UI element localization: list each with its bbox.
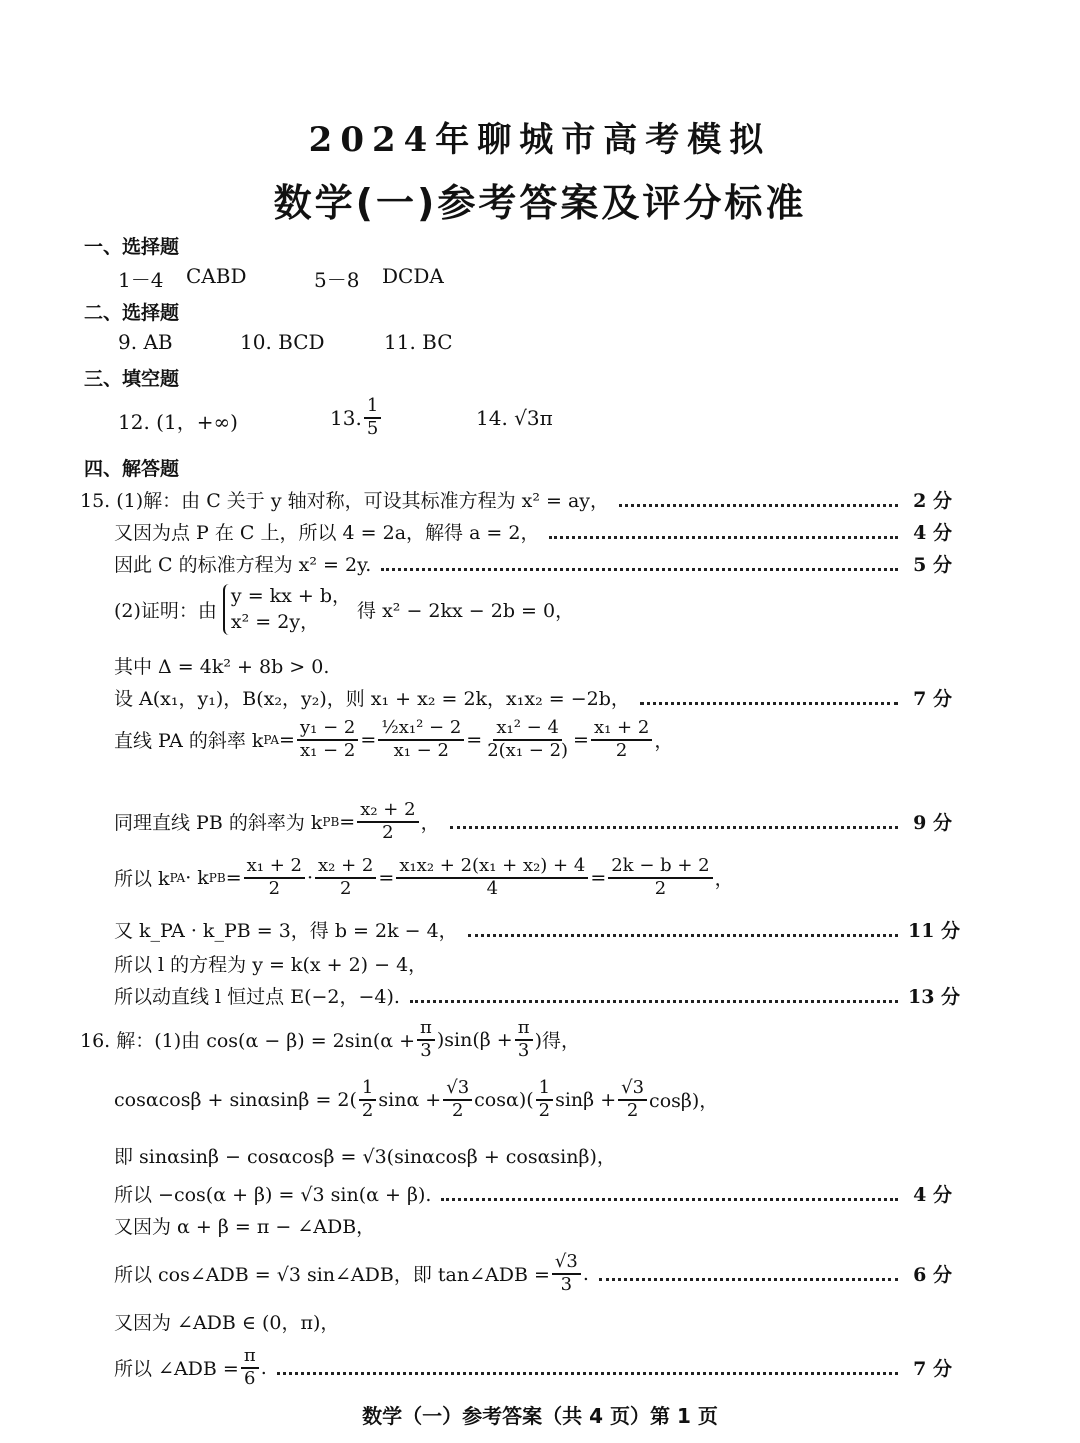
score: 13 分: [908, 986, 961, 1008]
answer-14: 14. √3π: [476, 406, 553, 430]
answer-13: [330, 396, 383, 439]
q16-line-4: 所以 −cos(α + β) = √3 sin(α + β). 4 分: [114, 1180, 952, 1207]
answer-9: 9. AB: [118, 330, 173, 354]
score: 5 分: [913, 554, 952, 576]
answer-group-values: DCDA: [382, 264, 444, 288]
q15-line-12: 所以动直线 l 恒过点 E(−2，−4). 13 分: [114, 982, 952, 1009]
q15-line-6: 设 A(x₁，y₁)，B(x₂，y₂)，则 x₁ + x₂ = 2k，x₁x₂ = −2b， 7 分: [114, 684, 952, 711]
q16-line-8: 所以 ∠ADB = $\frac{\pi}{6}$ . 7 分: [114, 1345, 952, 1389]
answer-13-prefix: 13.: [330, 405, 362, 430]
q16-line-1: 16. 解：(1)由 cos(α − β) = 2sin(α + $\frac{\pi}{3}$ )sin(β + $\frac{\pi}{3}$ )得，: [80, 1017, 580, 1061]
equation-system: y = kx + b， x² = 2y，: [223, 584, 351, 635]
document-subtitle: 数学(一)参考答案及评分标准: [273, 181, 807, 225]
fraction: $\frac{1}{5}$: [364, 396, 381, 439]
page-footer: 数学（一）参考答案（共 4 页）第 1 页: [362, 1404, 718, 1428]
answer-group-values: CABD: [186, 264, 247, 288]
q15-line-3: 因此 C 的标准方程为 x² = 2y. 5 分: [114, 550, 952, 577]
q16-line-6: 所以 cos∠ADB = √3 sin∠ADB，即 tan∠ADB = $\frac{√3}{3}$ . 6 分: [114, 1251, 952, 1295]
answer-11: 11. BC: [384, 330, 453, 354]
section-heading-multichoice: 二、选择题: [84, 302, 180, 324]
q15-product: 所以 k PA · k PB = $\frac{\text{x₁ + 2}}{2}$ · $\frac{\text{x₂ + 2}}{2}$ = $\frac{\text{x₁x₂ + 2(x₁ + x₂) + 4}}{4}$ = $\frac{2k - b + 2}{2}$ ，: [114, 855, 734, 899]
answer-group-label: 5－8: [314, 268, 360, 292]
section-heading-choice: 一、选择题: [84, 236, 180, 258]
score: 4 分: [913, 1184, 952, 1206]
answer-10: 10. BCD: [240, 330, 325, 354]
q16-line-3: 即 sinαsinβ − cosαcosβ = √3(sinαcosβ + cosαsinβ)，: [114, 1146, 616, 1168]
q16-line-5: 又因为 α + β = π − ∠ADB，: [114, 1216, 376, 1238]
score: 7 分: [913, 1358, 952, 1381]
score: 9 分: [913, 812, 952, 835]
q15-line-2: 又因为点 P 在 C 上，所以 4 = 2a，解得 a = 2， 4 分: [114, 518, 952, 545]
answer-12: 12. (1，+∞): [118, 410, 238, 434]
score: 11 分: [908, 920, 961, 942]
q15-line-1: 15. (1)解：由 C 关于 y 轴对称，可设其标准方程为 x² = ay， 2 分: [80, 486, 952, 513]
q15-slope-pb: 同理直线 PB 的斜率为 k PB = $\frac{\text{x₂ + 2}}{2}$ ， 9 分: [114, 799, 952, 843]
q16-line-7: 又因为 ∠ADB ∈ (0，π)，: [114, 1312, 340, 1334]
q15-line-5: 其中 Δ = 4k² + 8b > 0.: [114, 656, 330, 678]
score: 7 分: [913, 688, 952, 710]
score: 2 分: [913, 490, 952, 512]
section-heading-solutions: 四、解答题: [84, 458, 180, 480]
section-heading-fill: 三、填空题: [84, 368, 180, 390]
q15-line-11: 所以 l 的方程为 y = k(x + 2) − 4，: [114, 954, 428, 976]
q16-line-2: cosαcosβ + sinαsinβ = 2( $\frac{1}{2}$ sinα + $\frac{√3}{2}$ cosα)( $\frac{1}{2}$ sinβ + $\frac{√3}{2}$ cosβ)，: [114, 1077, 719, 1121]
q15-line-10: 又 k_PA · k_PB = 3，得 b = 2k − 4， 11 分: [114, 916, 952, 943]
q15-system: (2)证明：由 y = kx + b， x² = 2y， 得 x² − 2kx − 2b = 0，: [114, 584, 574, 635]
document-title: 2024年聊城市高考模拟: [308, 120, 772, 160]
score: 4 分: [913, 522, 952, 544]
answer-group-label: 1－4: [118, 268, 164, 292]
score: 6 分: [913, 1264, 952, 1287]
q15-slope-pa: 直线 PA 的斜率 k PA = $\frac{\text{y₁ − 2}}{\text{x₁ − 2}}$ = $\frac{\text{½x₁² − 2}}{\text{x₁ − 2}}$ = $\frac{\text{x₁² − 4}}{\text{2(x₁ − 2)}}$ = $\frac{\text{x₁ + 2}}{2}$ ，: [114, 717, 674, 761]
